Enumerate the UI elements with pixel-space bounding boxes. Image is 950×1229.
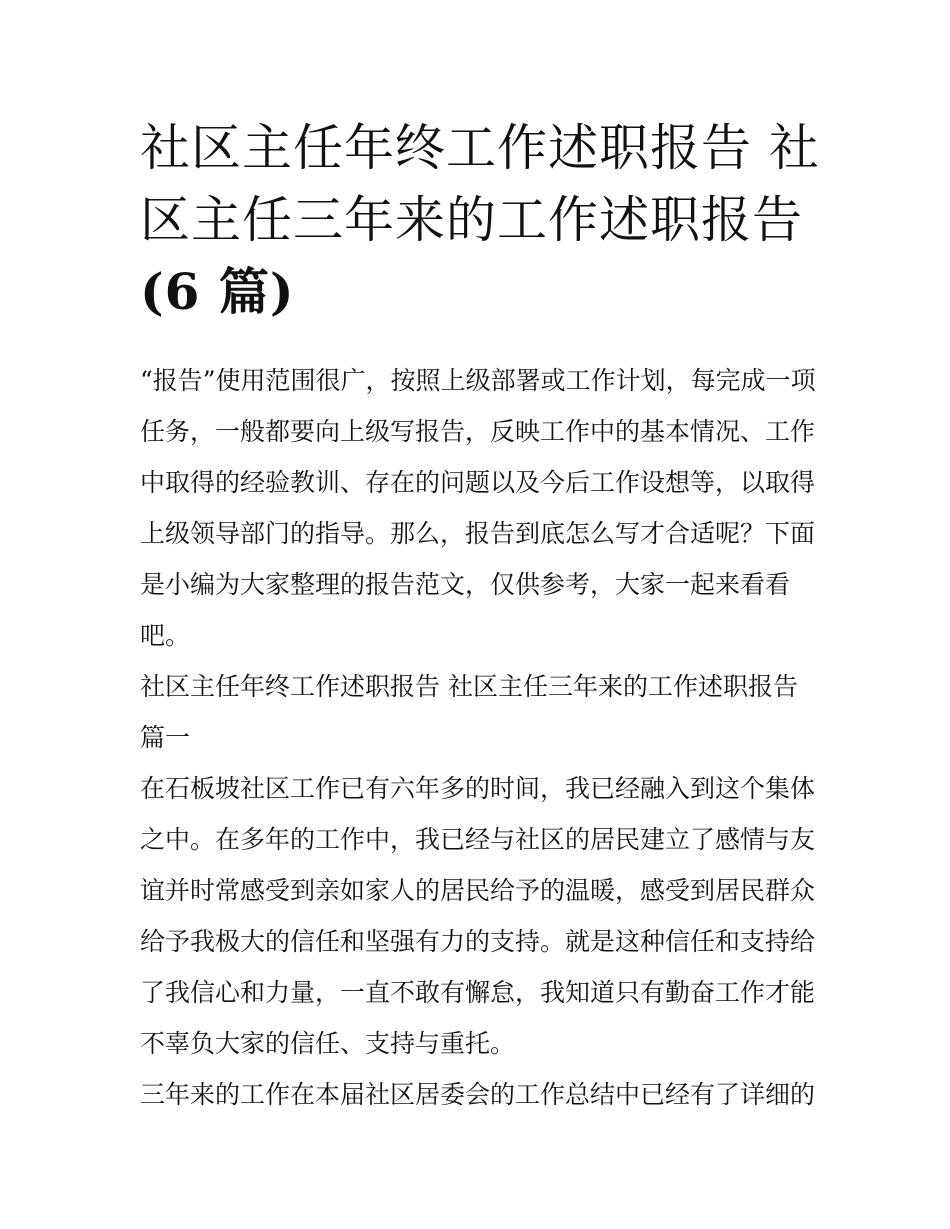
text-line: 在石板坡社区工作已有六年多的时间，我已经融入到这个集体 (140, 774, 816, 803)
text-line: 吧。 (140, 621, 191, 650)
title-line: (6 篇) (140, 262, 295, 321)
text-line: 社区主任年终工作述职报告 社区主任三年来的工作述职报告 (140, 672, 798, 701)
title-line: 区主任三年来的工作述职报告 (140, 191, 803, 249)
body-paragraph (140, 763, 830, 1069)
intro-paragraph (140, 355, 830, 661)
text-line: 给予我极大的信任和坚强有力的支持。就是这种信任和支持给 (140, 927, 816, 956)
text-line: 不辜负大家的信任、支持与重托。 (140, 1029, 516, 1058)
text-line: 篇一 (140, 723, 191, 752)
document-body (140, 355, 830, 1120)
text-line: 任务，一般都要向上级写报告，反映工作中的基本情况、工作 (140, 417, 816, 446)
text-line: 是小编为大家整理的报告范文，仅供参考，大家一起来看看 (140, 570, 791, 599)
document-title (140, 112, 820, 328)
text-line: 中取得的经验教训、存在的问题以及今后工作设想等，以取得 (140, 468, 816, 497)
title-line: 社区主任年终工作述职报告 社 (140, 119, 820, 177)
body-paragraph (140, 1069, 830, 1120)
text-line: “报告”使用范围很广，按照上级部署或工作计划，每完成一项 (140, 366, 816, 395)
text-line: 之中。在多年的工作中，我已经与社区的居民建立了感情与友 (140, 825, 816, 854)
text-line: 了我信心和力量，一直不敢有懈怠，我知道只有勤奋工作才能 (140, 978, 816, 1007)
text-line: 上级领导部门的指导。那么，报告到底怎么写才合适呢？下面 (140, 519, 816, 548)
text-line: 三年来的工作在本届社区居委会的工作总结中已经有了详细的 (140, 1080, 816, 1109)
text-line: 谊并时常感受到亲如家人的居民给予的温暖，感受到居民群众 (140, 876, 816, 905)
section-heading (140, 661, 830, 763)
